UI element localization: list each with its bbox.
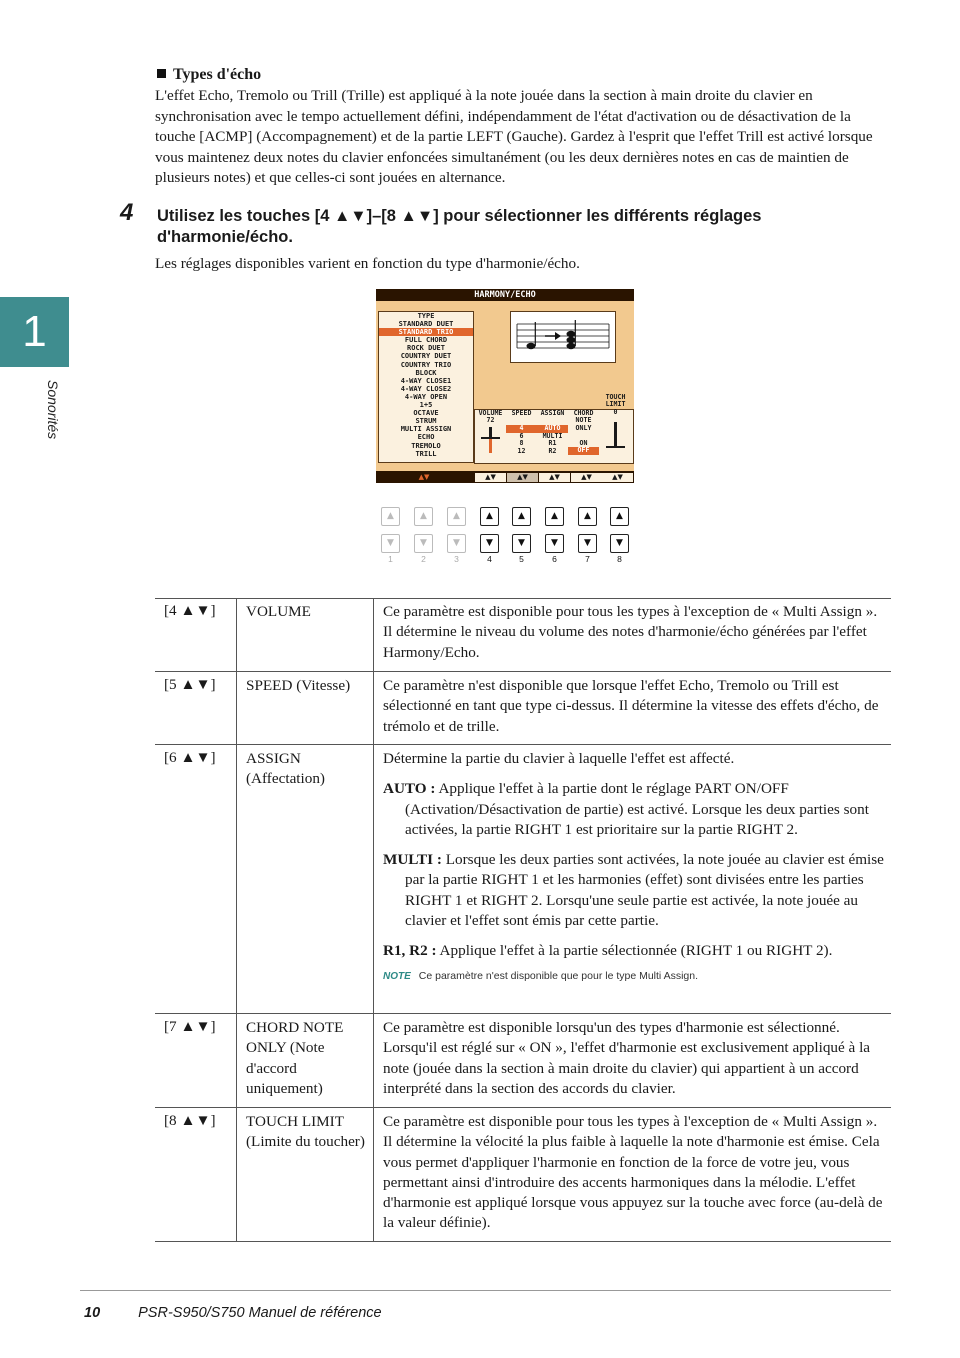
assign-multi bbox=[383, 850, 887, 931]
row-name: SPEED (Vitesse) bbox=[246, 677, 351, 694]
step-number: 4 bbox=[120, 199, 134, 226]
lcd-button-1-3[interactable] bbox=[379, 473, 469, 482]
table-row bbox=[155, 745, 891, 1014]
lcd-button-glyph: ▲▼ bbox=[612, 473, 623, 481]
param-volume bbox=[475, 410, 506, 455]
row-key: [5 ▲▼] bbox=[164, 676, 216, 693]
panel-down-button-2[interactable]: ▼ bbox=[414, 534, 433, 553]
row-name: ASSIGN (Affectation) bbox=[246, 750, 325, 788]
assign-option[interactable]: AUTO bbox=[537, 425, 568, 433]
section-body: L'effet Echo, Tremolo ou Trill (Trille) est appliqué à la note jouée dans la section à main droite du clavier en synchronisation avec le tempo actuellement défini, indépendamment de l'état d'activation ou de désactivation de la touche [ACMP] (Accompagnement) et de la partie LEFT (Gauche). Gardez à l'esprit que l'effet Trill est activé lorsque vous maintenez deux notes du clavier enfoncées simultanément (ou les deux dernières notes en cas de maintien de plusieurs notes) et que celles-ci sont jouées en alternance. bbox=[155, 87, 873, 186]
type-list bbox=[378, 311, 474, 463]
panel-button-number: 2 bbox=[421, 554, 426, 564]
note-tag: NOTE bbox=[383, 970, 411, 982]
speed-option[interactable]: 6 bbox=[519, 431, 524, 440]
table-row bbox=[155, 1014, 891, 1108]
type-list-item[interactable]: COUNTRY DUET bbox=[400, 352, 452, 361]
lcd-title: HARMONY/ECHO bbox=[376, 289, 634, 301]
touch-label-1: TOUCH bbox=[605, 393, 626, 401]
param-touch bbox=[600, 394, 631, 448]
lcd-button-7[interactable] bbox=[571, 473, 602, 482]
row-desc: Ce paramètre est disponible pour tous les types à l'exception de « Multi Assign ». Il détermine le niveau du volume des notes d'harmonie/écho générées par l'effet Harmony/Echo. bbox=[383, 603, 878, 661]
type-list-item[interactable]: STRUM bbox=[415, 417, 437, 426]
lcd-button-glyph: ▲▼ bbox=[418, 473, 430, 481]
multi-label: MULTI : bbox=[383, 851, 442, 869]
type-list-item[interactable]: OCTAVE bbox=[413, 409, 439, 418]
panel-up-button-4[interactable]: ▲ bbox=[480, 507, 499, 526]
chord-label-1: CHORD bbox=[573, 409, 594, 417]
r-label: R1, R2 : bbox=[383, 942, 437, 960]
row-desc: Ce paramètre est disponible pour tous les types à l'exception de « Multi Assign ». Il détermine la vélocité la plus faible à laquelle la note d'harmonie est émise. Cela vous permet d'appliquer l'harmonie en fonction de la force de votre jeu, vous permettant ainsi d'introduire des accents harmoniques dans la mélodie. L'effet d'harmonie est appliqué lorsque vous appuyez sur la touche avec force (au-delà de la valeur définie). bbox=[383, 1113, 883, 1232]
lcd-button-glyph: ▲▼ bbox=[549, 473, 560, 481]
lcd-button-4[interactable] bbox=[475, 473, 506, 482]
row-key: [8 ▲▼] bbox=[164, 1112, 216, 1129]
lcd-button-glyph: ▲▼ bbox=[485, 473, 496, 481]
panel-up-button-3[interactable]: ▲ bbox=[447, 507, 466, 526]
lcd-button-8[interactable] bbox=[602, 473, 633, 482]
table-row bbox=[155, 672, 891, 745]
panel-up-button-6[interactable]: ▲ bbox=[545, 507, 564, 526]
type-list-item[interactable]: 4-WAY CLOSE1 bbox=[400, 376, 452, 385]
multi-text: Lorsque les deux parties sont activées, la note jouée au clavier est émise par la partie RIGHT 1 et les harmonies (effet) sont divisées entre les parties RIGHT 1 et RIGHT 2. Lorsqu'une seule partie est activée, la note jouée au clavier et l'effet sont émis par cette partie. bbox=[405, 851, 884, 930]
step-subtitle: Les réglages disponibles varient en fonction du type d'harmonie/écho. bbox=[155, 255, 580, 272]
panel-down-button-6[interactable]: ▼ bbox=[545, 534, 564, 553]
type-list-item[interactable]: TRILL bbox=[415, 449, 437, 458]
chord-option[interactable]: ON bbox=[579, 438, 588, 447]
type-list-item[interactable]: STANDARD TRIO bbox=[379, 328, 473, 336]
lcd-button-6[interactable] bbox=[539, 473, 570, 482]
panel-up-button-7[interactable]: ▲ bbox=[578, 507, 597, 526]
lcd-button-row bbox=[376, 471, 634, 483]
type-list-item[interactable]: TREMOLO bbox=[411, 441, 441, 450]
chord-option[interactable]: OFF bbox=[568, 447, 599, 455]
param-speed bbox=[506, 410, 537, 456]
panel-down-button-5[interactable]: ▼ bbox=[512, 534, 531, 553]
volume-slider[interactable] bbox=[475, 425, 506, 455]
panel-down-button-3[interactable]: ▼ bbox=[447, 534, 466, 553]
lcd-button-5[interactable] bbox=[507, 473, 538, 482]
row-desc bbox=[383, 749, 887, 987]
footer-rule bbox=[80, 1290, 891, 1291]
type-list-item[interactable]: MULTI ASSIGN bbox=[400, 425, 452, 434]
square-bullet-icon bbox=[157, 69, 166, 78]
row-desc: Ce paramètre n'est disponible que lorsque l'effet Echo, Tremolo ou Trill est sélectionné en tant que type ci-dessus. Il détermine la vitesse des effets d'écho, de trémolo et de trille. bbox=[383, 677, 879, 735]
row-key: [6 ▲▼] bbox=[164, 749, 216, 766]
lcd-screen bbox=[376, 289, 634, 483]
footer bbox=[84, 1305, 382, 1321]
type-list-header: TYPE bbox=[417, 312, 435, 320]
type-list-item[interactable]: STANDARD DUET bbox=[398, 320, 454, 329]
lcd-button-glyph: ▲▼ bbox=[517, 473, 528, 481]
type-list-item[interactable]: 1+5 bbox=[419, 401, 433, 410]
panel-button-number: 6 bbox=[552, 554, 557, 564]
parameter-panel bbox=[474, 393, 634, 464]
row-desc: Ce paramètre est disponible lorsqu'un des types d'harmonie est sélectionné. Lorsqu'il est réglé sur « ON », l'effet d'harmonie est exclusivement appliqué à la note (jouée dans la section à main droite du clavier) qui appartient à un accord interprété dans la section des accords du clavier. bbox=[383, 1019, 871, 1097]
param-chord bbox=[568, 410, 599, 455]
lcd-button-glyph: ▲▼ bbox=[581, 473, 592, 481]
row-name: VOLUME bbox=[246, 603, 311, 620]
chord-label-2: NOTE bbox=[575, 416, 592, 425]
chapter-label: Sonorités bbox=[45, 380, 61, 440]
section-heading bbox=[157, 66, 261, 84]
r-text: Applique l'effet à la partie sélectionnée (RIGHT 1 ou RIGHT 2). bbox=[439, 942, 833, 960]
type-list-item[interactable]: FULL CHORD bbox=[404, 336, 448, 345]
assign-r1r2 bbox=[383, 941, 887, 961]
volume-value: 72 bbox=[486, 416, 495, 425]
auto-text: Applique l'effet à la partie dont le réglage PART ON/OFF (Activation/Désactivation de partie) est activé. Lorsque les deux parties sont activées, la partie RIGHT 1 est prioritaire sur la partie RIGHT 2. bbox=[405, 780, 869, 838]
assign-note bbox=[383, 965, 887, 987]
panel-up-button-2[interactable]: ▲ bbox=[414, 507, 433, 526]
auto-label: AUTO : bbox=[383, 780, 436, 798]
chapter-tab bbox=[0, 297, 69, 367]
speed-option[interactable]: 4 bbox=[506, 425, 537, 433]
speed-label: SPEED bbox=[511, 409, 532, 417]
section-heading-text: Types d'écho bbox=[173, 66, 262, 83]
note-text: Ce paramètre n'est disponible que pour le type Multi Assign. bbox=[418, 969, 699, 982]
row-key: [4 ▲▼] bbox=[164, 602, 216, 619]
type-list-item[interactable]: 4-WAY CLOSE2 bbox=[400, 384, 452, 393]
param-assign bbox=[537, 410, 568, 456]
panel-up-button-5[interactable]: ▲ bbox=[512, 507, 531, 526]
touch-value: 0 bbox=[613, 407, 618, 416]
panel-up-button-1[interactable]: ▲ bbox=[381, 507, 400, 526]
assign-auto bbox=[383, 779, 887, 840]
panel-down-button-4[interactable]: ▼ bbox=[480, 534, 499, 553]
panel-button-number: 3 bbox=[454, 554, 459, 564]
harmony-notation-icon bbox=[511, 312, 615, 362]
table-row bbox=[155, 598, 891, 672]
panel-buttons bbox=[381, 507, 631, 569]
footer-title: PSR-S950/S750 Manuel de référence bbox=[138, 1305, 382, 1321]
step-title: Utilisez les touches [4 ▲▼]–[8 ▲▼] pour sélectionner les différents réglages d'harmonie/écho. bbox=[157, 207, 762, 246]
panel-button-number: 5 bbox=[519, 554, 524, 564]
page-number: 10 bbox=[84, 1305, 101, 1321]
speed-option[interactable]: 8 bbox=[519, 439, 524, 448]
assign-option[interactable]: MULTI bbox=[542, 431, 563, 440]
touch-slider[interactable] bbox=[600, 416, 631, 448]
speed-option[interactable]: 12 bbox=[517, 447, 526, 456]
panel-down-button-8[interactable]: ▼ bbox=[610, 534, 629, 553]
assign-option[interactable]: R1 bbox=[548, 439, 557, 448]
panel-down-button-1[interactable]: ▼ bbox=[381, 534, 400, 553]
panel-button-number: 8 bbox=[617, 554, 622, 564]
volume-label: VOLUME bbox=[478, 409, 503, 417]
panel-down-button-7[interactable]: ▼ bbox=[578, 534, 597, 553]
type-list-item[interactable]: ECHO bbox=[417, 433, 435, 442]
panel-up-button-8[interactable]: ▲ bbox=[610, 507, 629, 526]
panel-button-number: 1 bbox=[388, 554, 393, 564]
panel-button-number: 7 bbox=[585, 554, 590, 564]
assign-intro: Détermine la partie du clavier à laquelle l'effet est affecté. bbox=[383, 750, 735, 767]
row-name: TOUCH LIMIT (Limite du toucher) bbox=[246, 1113, 365, 1151]
type-list-item[interactable]: COUNTRY TRIO bbox=[400, 360, 452, 369]
chapter-number: 1 bbox=[22, 307, 47, 356]
type-list-item[interactable]: 4-WAY OPEN bbox=[404, 392, 448, 401]
row-key: [7 ▲▼] bbox=[164, 1018, 216, 1035]
type-list-item[interactable]: ROCK DUET bbox=[407, 344, 445, 353]
assign-label: ASSIGN bbox=[540, 409, 565, 417]
row-name: CHORD NOTE ONLY (Note d'accord uniquement) bbox=[246, 1019, 344, 1097]
table-row bbox=[155, 1108, 891, 1242]
panel-button-number: 4 bbox=[487, 554, 492, 564]
chord-label-3: ONLY bbox=[575, 423, 592, 432]
notation-preview bbox=[510, 311, 616, 363]
type-list-item[interactable]: BLOCK bbox=[415, 368, 437, 377]
touch-label-2: LIMIT bbox=[605, 400, 626, 409]
assign-option[interactable]: R2 bbox=[548, 447, 557, 456]
